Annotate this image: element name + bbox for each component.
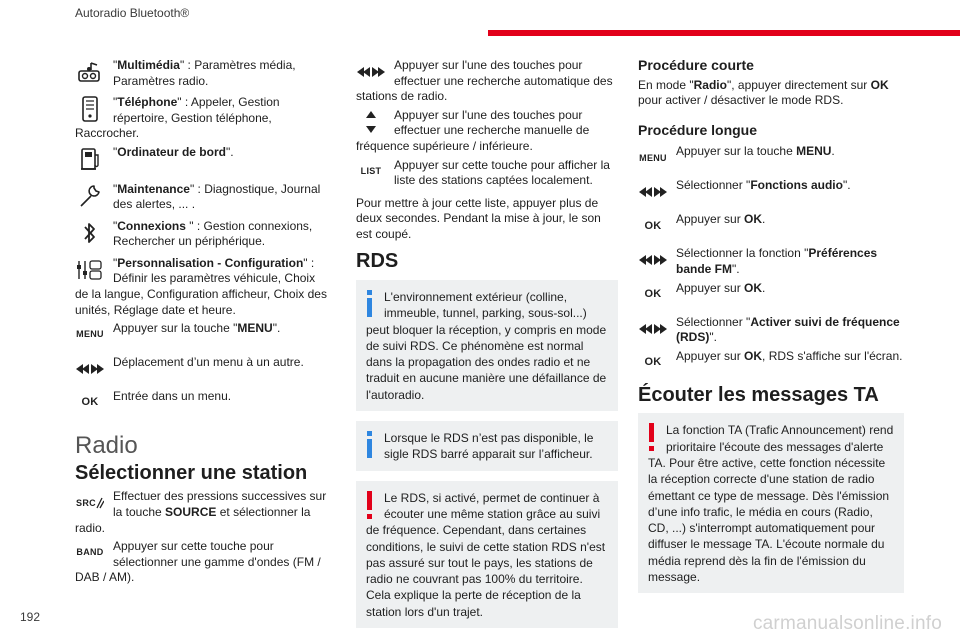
ok-key-icon: OK [644,219,662,232]
warning-box-text: Le RDS, si activé, permet de continuer à écouter une même station grâce au suivi de fréquence. Cependant, dans certaines conditions, le suivi de cette station RDS n'est pas assuré sur tout le pays, les stations de radio ne couvrant pas 100% du territoire. Cela explique la perte de réception de la station lors d'un trajet. [366,490,606,619]
step-item [638,212,904,243]
section-heading-rds: RDS [356,250,399,273]
step-text: Appuyer sur OK, RDS s'affiche sur l'écran. [676,348,903,363]
list-item [356,58,618,105]
step-text: Appuyer sur OK. [676,212,766,227]
list-item [356,158,618,192]
step-item [638,315,904,346]
ok-key-icon: OK [644,355,662,368]
column-middle [356,58,618,638]
left-right-arrows-icon [638,246,668,274]
multimedia-icon [75,58,105,86]
item-text: Appuyer sur cette touche pour sélectionner une gamme d'ondes (FM / DAB / AM). [75,539,321,585]
step-item [638,178,904,209]
info-box-text: Lorsque le RDS n’est pas disponible, le sigle RDS barré apparait sur l’afficheur. [384,431,594,462]
step-item [638,349,904,380]
settings-icon [75,256,105,284]
list-item [75,539,327,586]
band-key-icon: BAND [76,547,104,558]
item-text: Appuyer sur l'une des touches pour effectuer une recherche manuelle de fréquence supérieure / inférieure. [356,107,590,153]
phone-icon [75,95,105,123]
info-box-text: L'environnement extérieur (colline, immeuble, tunnel, parking, sous-sol...) peut bloquer la réception, y compris en mode de suivi RDS. Ce phénomène est normal dans la propagation des ondes radio et ne traduit en aucune manière une défaillance de l'autoradio. [366,289,607,402]
menu-key-icon: MENU [639,152,667,163]
step-item [638,144,904,175]
subsection-heading-short: Procédure courte [638,57,754,73]
list-item [75,389,327,420]
item-text: "Personnalisation - Configuration" : Définir les paramètres véhicule, Choix de la langue, Configuration afficheur, Choix des unités, Réglage date et heure. [75,255,327,317]
list-key-icon: LIST [360,165,382,176]
left-right-arrows-icon [638,178,668,206]
bluetooth-icon [75,219,105,247]
left-right-arrows-icon [356,58,386,86]
item-text: "Téléphone" : Appeler, Gestion répertoire, Gestion téléphone, Raccrocher. [75,95,280,141]
paragraph: En mode "Radio", appuyer directement sur OK pour activer / désactiver le mode RDS. [638,77,889,108]
item-text: Appuyer sur la touche "MENU". [113,321,281,336]
page-number: 192 [20,610,41,624]
ok-key-icon: OK [81,396,99,409]
subsection-heading-long: Procédure longue [638,121,758,138]
item-text: Effectuer des pressions successives sur la touche SOURCE et sélectionner la radio. [75,489,327,535]
item-text: "Multimédia" : Paramètres média, Paramètres radio. [113,58,296,88]
info-icon [364,431,378,461]
step-text: Sélectionner "Fonctions audio". [676,178,851,193]
list-item [75,489,327,536]
list-item [75,95,327,142]
item-text: Entrée dans un menu. [113,389,232,404]
section-heading-radio: Radio [75,432,138,460]
item-text: Appuyer sur l'une des touches pour effectuer une recherche automatique des stations de radio. [356,58,613,104]
info-box [356,421,618,471]
item-text: "Maintenance" : Diagnostique, Journal des alertes, ... . [113,181,321,212]
list-item [75,355,327,386]
list-item [75,145,327,179]
step-text: Appuyer sur la touche MENU. [676,144,835,159]
menu-key-icon: MENU [76,329,104,340]
info-box [356,280,618,411]
step-text: Sélectionner la fonction "Préférences bande FM". [676,246,878,276]
warning-icon [364,491,378,521]
source-key-icon: SRC [75,489,105,517]
warning-box [638,413,904,593]
left-right-arrows-icon [75,355,105,383]
header-accent-bar [488,30,960,36]
step-item [638,281,904,312]
column-left [75,58,327,589]
warning-box [356,481,618,628]
step-text: Sélectionner "Activer suivi de fréquence (RDS)". [676,314,900,345]
list-item [75,256,327,318]
left-right-arrows-icon [638,315,668,343]
list-item [75,321,327,352]
list-item [75,58,327,92]
subsection-heading-station: Sélectionner une station [75,461,308,484]
warning-box-text: La fonction TA (Trafic Announcement) rend prioritaire l'écoute des messages d'alerte TA. Pour être active, cette fonction nécessite la réception correcte d'une station de radio émettant ce type de message. Dès l'émission d’une info trafic, le média en cours (Radio, CD, ...) s'interrompt automatiquement pour diffuser le message TA. L'écoute normale du média reprend dès la fin de l'émission du message. [648,423,894,585]
step-item [638,246,904,277]
column-right [638,58,904,603]
watermark: carmanualsonline.info [752,613,942,634]
item-text: "Ordinateur de bord". [113,144,234,159]
item-text: Déplacement d’un menu à un autre. [113,355,304,370]
trip-computer-icon [75,145,105,173]
info-icon [364,290,378,320]
running-header: Autoradio Bluetooth® [75,6,190,20]
paragraph: Pour mettre à jour cette liste, appuyer plus de deux secondes. Pendant la mise à jour, le son est coupé. [356,195,601,241]
ok-key-icon: OK [644,287,662,300]
section-heading-ta: Écouter les messages TA [638,383,879,406]
up-down-arrows-icon [356,108,386,136]
item-text: "Connexions " : Gestion connexions, Rechercher un périphérique. [113,218,313,249]
warning-icon [646,423,660,453]
step-text: Appuyer sur OK. [676,280,766,295]
wrench-icon [75,182,105,210]
list-item [75,182,327,216]
item-text: Appuyer sur cette touche pour afficher la liste des stations captées localement. [394,157,610,188]
list-item [356,108,618,155]
list-item [75,219,327,253]
